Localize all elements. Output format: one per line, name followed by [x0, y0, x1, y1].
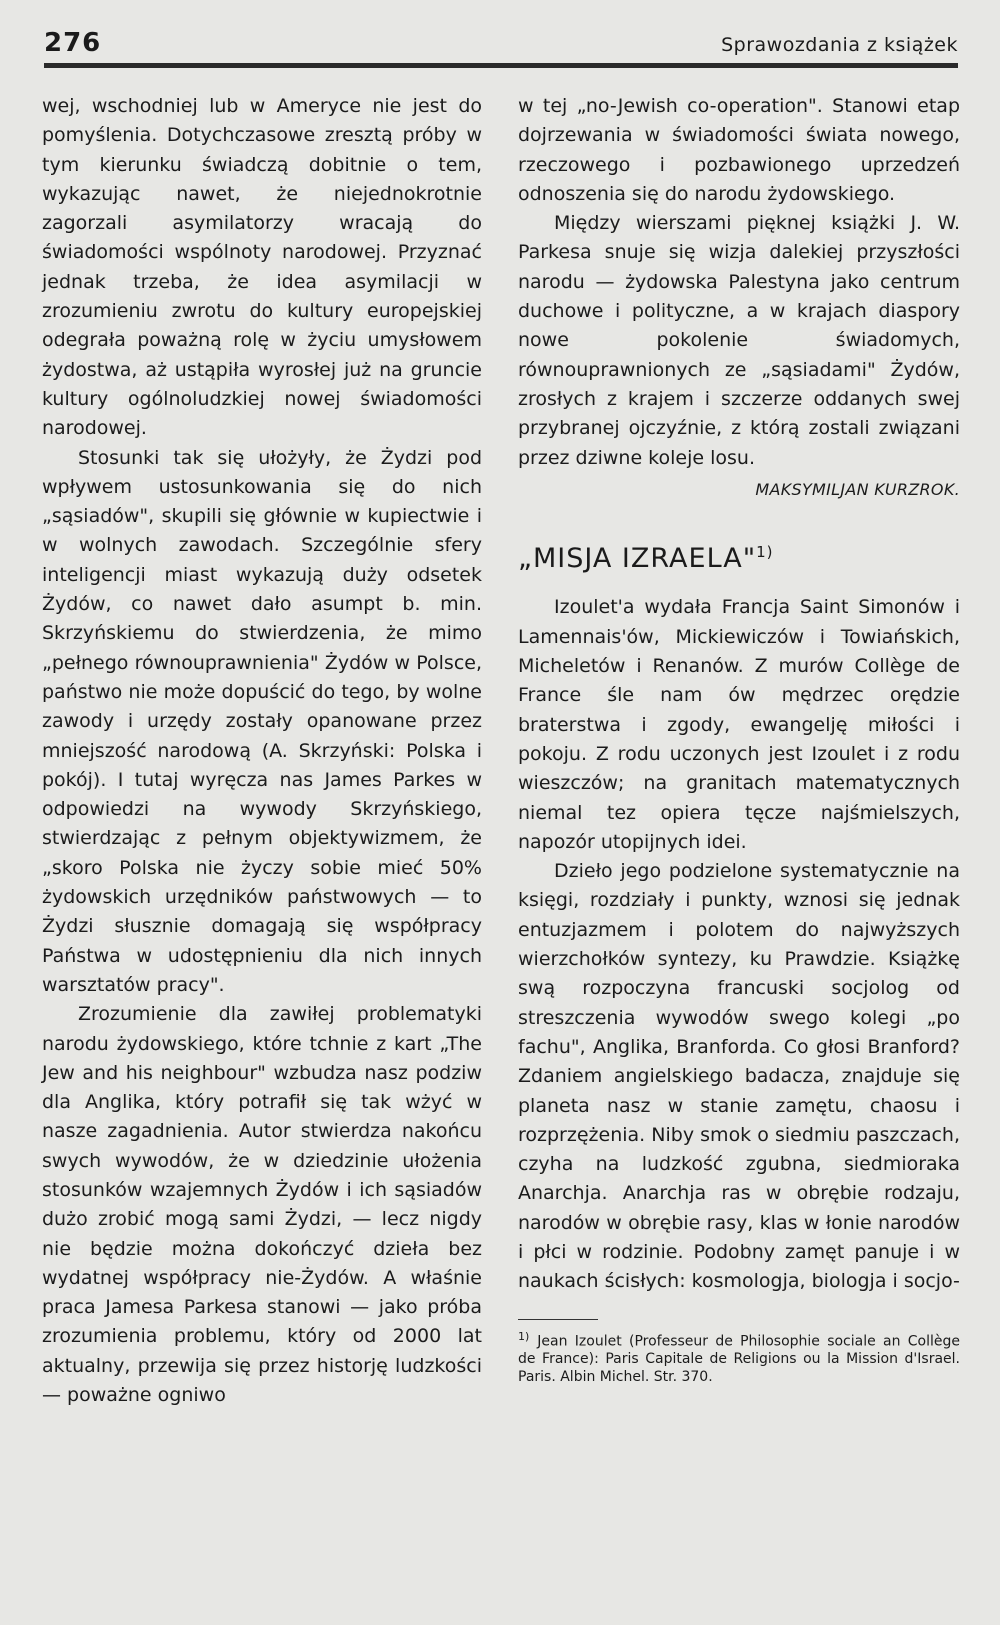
paragraph: w tej „no-Jewish co-operation". Stanowi etap dojrzewania w świadomości świata nowego, rzeczowego i pozbawionego uprzedzeń odnoszenia się do narodu żydowskiego. — [518, 95, 960, 205]
paragraph: Zrozumienie dla zawiłej problematyki narodu żydowskiego, które tchnie z kart „The Jew and his neighbour" wzbudza nasz podziw dla Anglika, który potrafił się tak wżyć w nasze zagadnienia. Autor stwierdza nakońcu swych wywodów, że w dziedzinie ułożenia stosunków wzajemnych Żydów i ich sąsiadów dużo zrobić mogą sami Żydzi, — lecz nigdy nie będzie można dokończyć dzieła bez wydatnej współpracy nie-Żydów. A właśnie praca Jamesa Parkesa stanowi — jako próba zrozumienia problemu, który od 2000 lat aktualny, przewija się przez historję ludzkości — poważne ogniwo — [42, 1003, 482, 1407]
running-head: Sprawozdania z książek — [721, 34, 958, 56]
paragraph: wej, wschodniej lub w Ameryce nie jest do pomyślenia. Dotychczasowe zresztą próby w tym kierunku świadczą dobitnie o tem, wykazując nawet, że niejednokrotnie zagorzali asymilatorzy wracają do świadomości wspólnoty narodowej. Przyznać jednak trzeba, że idea asymilacji w zrozumieniu zwrotu do kultury europejskiej odegrała poważną rolę w życiu umysłowem żydostwa, aż ustąpiła wyrosłej już na gruncie kultury ogólnoludzkiej nowej świadomości narodowej. — [42, 95, 482, 440]
footnote-mark: 1) — [518, 1329, 530, 1343]
right-column — [518, 92, 960, 1386]
heading-text: „MISJA IZRAELA" — [518, 543, 757, 575]
footnote-text: Jean Izoulet (Professeur de Philosophie sociale an Collège de France): Paris Capitale de Religions ou la Mission d'Israel. Paris. Albin Michel. Str. 370. — [518, 1333, 960, 1386]
paragraph: Między wierszami pięknej książki J. W. Parkesa snuje się wizja dalekiej przyszłości narodu — żydowska Palestyna jako centrum duchowe i polityczne, a w krajach diaspory nowe pokolenie świadomych, równouprawnionych ze „sąsiadami" Żydów, zrosłych z krajem i szczerze oddanych swej przybranej ojczyźnie, z którą zostali związani przez dziwne koleje losu. — [518, 212, 960, 469]
article-heading — [518, 538, 960, 573]
page-header — [44, 28, 958, 62]
footnote-rule — [518, 1319, 598, 1320]
paragraph: Dzieło jego podzielone systematycznie na księgi, rozdziały i punkty, wznosi się jednak entuzjazmem i polotem do najwyższych wierzchołków syntezy, ku Prawdzie. Książkę swą rozpoczyna francuski socjolog od streszczenia wywodów swego kolegi „po fachu", Anglika, Branforda. Co głosi Branford? Zdaniem angielskiego badacza, znajduje się planeta nasz w stanie zamętu, chaosu i rozprzężenia. Niby smok o siedmiu paszczach, czyha na ludzkość zgubna, siedmioraka Anarchja. Anarchja ras w obrębie rodzaju, narodów w obrębie rasy, klas w łonie narodów i płci w rodzinie. Podobny zamęt panuje i w naukach ścisłych: kosmologja, biologja i socjo- — [518, 860, 960, 1293]
page-number: 276 — [44, 28, 102, 58]
paragraph: Izoulet'a wydała Francja Saint Simonów i Lamennais'ów, Mickiewiczów i Towiańskich, Micheletów i Renanów. Z murów Collège de France śle nam ów mędrzec orędzie braterstwa i zgody, ewangelję miłości i pokoju. Z rodu uczonych jest Izoulet i z rodu wieszczów; na granitach matematycznych niemal tez opiera tęcze najśmielszych, napozór utopijnych idei. — [518, 596, 960, 853]
heading-footnote-mark: 1) — [756, 543, 774, 562]
paragraph: Stosunki tak się ułożyły, że Żydzi pod wpływem ustosunkowania się do nich „sąsiadów", skupili się głównie w kupiectwie i w wolnych zawodach. Szczególnie sfery inteligencji miast wykazują duży odsetek Żydów, co nawet dało asumpt b. min. Skrzyńskiemu do stwierdzenia, że mimo „pełnego równouprawnienia" Żydów w Polsce, państwo nie może dopuścić do tego, by wolne zawody i urzędy zostały opanowane przez mniejszość narodową (A. Skrzyński: Polska i pokój). I tutaj wyręcza nas James Parkes w odpowiedzi na wywody Skrzyńskiego, stwierdzając z pełnym objektywizmem, że „skoro Polska nie życzy sobie mieć 50% żydowskich urzędników państwowych — to Żydzi słusznie domagają się współpracy Państwa w udostępnieniu dla nich innych warsztatów pracy". — [42, 446, 482, 996]
author-signature: MAKSYMILJAN KURZROK. — [755, 479, 960, 499]
left-column — [42, 92, 482, 1410]
header-rule — [44, 63, 958, 68]
footnote — [518, 1328, 960, 1387]
